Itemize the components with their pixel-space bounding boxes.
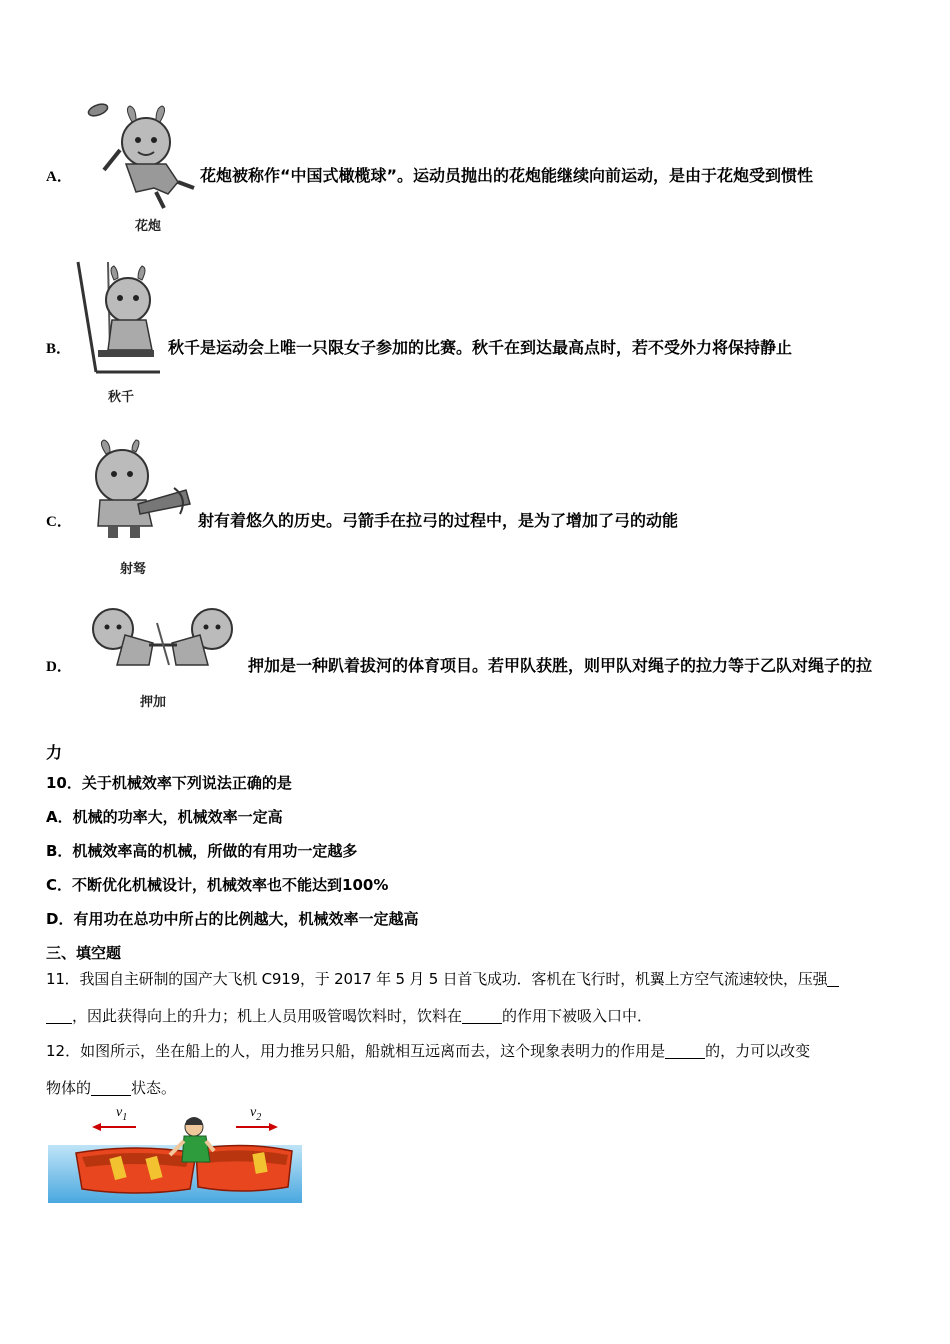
option-c-caption: 射驽: [120, 562, 147, 577]
boats-figure: [46, 1105, 304, 1203]
question-10-option-a: A．机械的功率大，机械效率一定高: [46, 808, 283, 826]
option-d: [0, 605, 950, 715]
v1-subscript: 1: [122, 1111, 128, 1123]
option-d-label: D．: [46, 659, 72, 675]
question-11-line-2: [46, 1005, 652, 1026]
v1-arrowhead: [92, 1123, 101, 1131]
v2-letter: v: [250, 1105, 257, 1120]
question-10-option-c: C．不断优化机械设计，机械效率也不能达到100%: [46, 876, 389, 894]
question-12-line-1: [46, 1040, 810, 1061]
question-12-text-3: 物体的: [46, 1079, 92, 1097]
question-11-blank-2[interactable]: [462, 1008, 502, 1024]
option-d-caption: 押加: [140, 695, 167, 710]
question-12-text-2: 的，力可以改变: [705, 1042, 811, 1060]
option-a-caption: 花炮: [135, 219, 162, 234]
option-b-text: 秋千是运动会上唯一只限女子参加的比赛。秋千在到达最高点时，若不受外力将保持静止: [168, 338, 793, 357]
question-12-blank-2[interactable]: [91, 1080, 131, 1096]
v2-arrowhead: [269, 1123, 278, 1131]
option-b-caption: 秋千: [108, 390, 135, 405]
question-11-blank-1[interactable]: [827, 971, 839, 987]
question-11-text-3: 的作用下被吸入口中．: [502, 1007, 653, 1025]
option-a-label: A．: [46, 169, 72, 185]
option-a-text: 花炮被称作“中国式橄榄球”。运动员抛出的花炮能继续向前运动，是由于花炮受到惯性: [200, 166, 814, 185]
yajia-mascots-illustration: [85, 605, 240, 675]
option-b-label: B．: [46, 341, 72, 357]
question-11-text-1: 11．我国自主研制的国产大飞机 C919，于 2017 年 5 月 5 日首飞成功．客机在飞行时，机翼上方空气流速较快，压强: [46, 970, 828, 988]
person-body: [182, 1136, 210, 1162]
option-c-text: 射有着悠久的历史。弓箭手在拉弓的过程中，是为了增加了弓的动能: [198, 511, 679, 530]
question-11-text-2: ，因此获得向上的升力；机上人员用吸管喝饮料时，饮料在: [72, 1007, 463, 1025]
question-10: [46, 772, 418, 942]
question-10-option-d: D．有用功在总功中所占的比例越大，机械效率一定越高: [46, 910, 419, 928]
question-12-text-1: 12．如图所示，坐在船上的人，用力推另只船，船就相互远离而去，这个现象表明力的作用是: [46, 1042, 666, 1060]
option-d-continuation: 力: [46, 743, 63, 762]
option-c: [0, 440, 950, 580]
v1-letter: v: [116, 1105, 123, 1120]
question-12-text-4: 状态。: [131, 1079, 177, 1097]
option-d-text: 押加是一种趴着拔河的体育项目。若甲队获胜，则甲队对绳子的拉力等于乙队对绳子的拉: [248, 656, 873, 675]
v2-subscript: 2: [256, 1111, 262, 1123]
shenu-mascot-illustration: [78, 440, 198, 545]
question-10-option-b: B．机械效率高的机械，所做的有用功一定越多: [46, 842, 358, 860]
question-11-line-1: [46, 968, 839, 989]
question-11-blank-1-continued[interactable]: [46, 1008, 72, 1024]
option-b: [0, 262, 950, 407]
option-c-label: C．: [46, 514, 72, 530]
option-a: [0, 95, 950, 235]
huapao-mascot-illustration: [82, 100, 202, 210]
question-12-blank-1[interactable]: [665, 1043, 705, 1059]
qiuqian-mascot-illustration: [70, 262, 170, 382]
v2-label: [250, 1105, 261, 1123]
question-12-line-2: [46, 1077, 176, 1098]
question-10-stem: 10．关于机械效率下列说法正确的是: [46, 774, 292, 792]
section-title: 三、填空题: [46, 944, 122, 962]
v1-label: [116, 1105, 127, 1123]
boats-illustration: [46, 1105, 304, 1203]
